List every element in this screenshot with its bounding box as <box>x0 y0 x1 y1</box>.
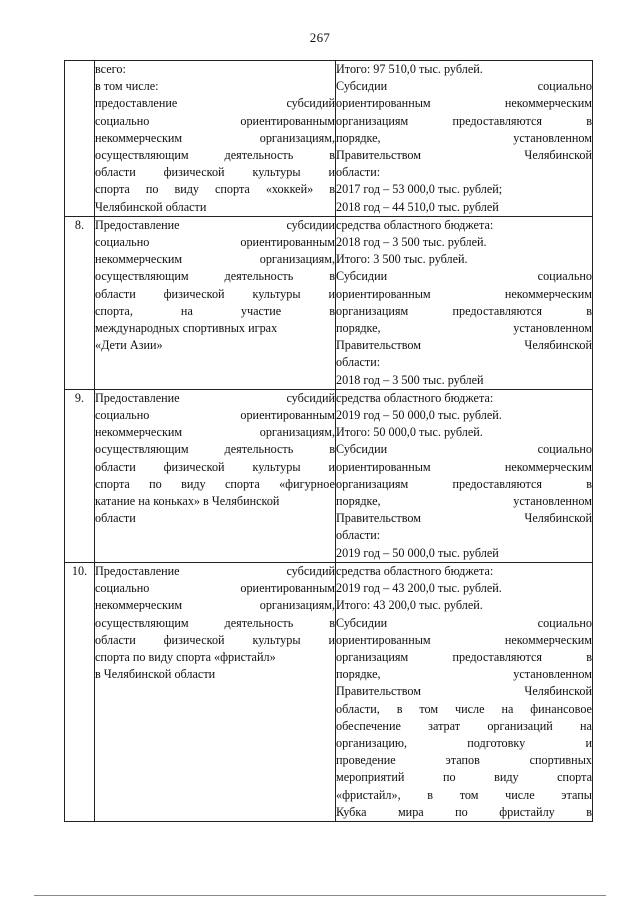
text-line: обеспечение затрат организаций на <box>336 718 592 733</box>
text-line: осуществляющим деятельность в <box>95 148 335 163</box>
table-row <box>65 216 593 389</box>
measure-description <box>95 562 336 821</box>
text-line: области: <box>336 355 381 370</box>
row-number <box>65 61 95 217</box>
text-line: области физической культуры и <box>95 632 335 647</box>
text-line: социально ориентированным <box>95 113 335 128</box>
text-line: порядке, установленном <box>336 321 592 336</box>
text-line: ориентированным некоммерческим <box>336 459 592 474</box>
text-line: в том числе: <box>95 79 159 94</box>
text-line: области физической культуры и <box>95 286 335 301</box>
text-line: 2019 год – 50 000,0 тыс. рублей <box>336 545 499 560</box>
text-line: ориентированным некоммерческим <box>336 286 592 301</box>
measure-description <box>95 389 336 562</box>
text-line: некоммерческим организациям, <box>95 598 335 613</box>
text-line: Субсидии социально <box>336 442 592 457</box>
text-line: области: <box>336 165 381 180</box>
text-line: 2018 год – 44 510,0 тыс. рублей <box>336 199 499 214</box>
text-line: Итого: 3 500 тыс. рублей. <box>336 252 468 267</box>
text-line: осуществляющим деятельность в <box>95 442 335 457</box>
text-line: организациям предоставляются в <box>336 303 592 318</box>
text-line: порядке, установленном <box>336 494 592 509</box>
text-line: Субсидии социально <box>336 79 592 94</box>
text-line: некоммерческим организациям, <box>95 130 335 145</box>
text-line: проведение этапов спортивных <box>336 753 592 768</box>
text-line: Итого: 43 200,0 тыс. рублей. <box>336 598 483 613</box>
text-line: средства областного бюджета: <box>336 217 494 232</box>
text-line: области <box>95 511 136 526</box>
text-line: порядке, установленном <box>336 667 592 682</box>
text-line: Правительством Челябинской <box>336 511 592 526</box>
text-line: области: <box>336 528 381 543</box>
text-line: 2019 год – 50 000,0 тыс. рублей. <box>336 408 502 423</box>
text-line: средства областного бюджета: <box>336 390 494 405</box>
text-line: области физической культуры и <box>95 459 335 474</box>
text-line: Кубка мира по фристайлу в <box>336 804 592 819</box>
text-line: Предоставление субсидий <box>95 563 335 578</box>
text-line: некоммерческим организациям, <box>95 425 335 440</box>
table-row <box>65 562 593 821</box>
text-line: Предоставление субсидий <box>95 390 335 405</box>
text-line: Субсидии социально <box>336 269 592 284</box>
table-row <box>65 61 593 217</box>
text-line: 2018 год – 3 500 тыс. рублей <box>336 372 484 387</box>
funding-text <box>336 61 593 217</box>
text-line: всего: <box>95 62 126 76</box>
text-line: катание на коньках» в Челябинской <box>95 494 280 509</box>
text-line: организациям предоставляются в <box>336 649 592 664</box>
text-line: предоставление субсидий <box>95 96 335 111</box>
measure-description <box>95 216 336 389</box>
text-line: Челябинской области <box>95 199 207 214</box>
page-number: 267 <box>309 30 331 45</box>
text-line: 2018 год – 3 500 тыс. рублей. <box>336 235 487 250</box>
row-number: 8. <box>65 216 95 389</box>
text-line: Итого: 50 000,0 тыс. рублей. <box>336 425 483 440</box>
text-line: спорта, на участие в <box>95 303 335 318</box>
text-line: Итого: 97 510,0 тыс. рублей. <box>336 62 483 76</box>
text-line: социально ориентированным <box>95 581 335 596</box>
text-line: спорта по виду спорта «хоккей» в <box>95 182 335 197</box>
text-line: спорта по виду спорта «фристайл» <box>95 649 276 664</box>
text-line: осуществляющим деятельность в <box>95 269 335 284</box>
text-line: социально ориентированным <box>95 235 335 250</box>
text-line: порядке, установленном <box>336 130 592 145</box>
funding-text <box>336 216 593 389</box>
text-line: Правительством Челябинской <box>336 684 592 699</box>
text-line: в Челябинской области <box>95 667 216 682</box>
row-number: 9. <box>65 389 95 562</box>
page-bottom-rule <box>34 895 606 896</box>
text-line: Субсидии социально <box>336 615 592 630</box>
text-line: некоммерческим организациям, <box>95 252 335 267</box>
text-line: области физической культуры и <box>95 165 335 180</box>
text-line: осуществляющим деятельность в <box>95 615 335 630</box>
funding-text <box>336 389 593 562</box>
text-line: Правительством Челябинской <box>336 338 592 353</box>
text-line: средства областного бюджета: <box>336 563 494 578</box>
text-line: социально ориентированным <box>95 408 335 423</box>
text-line: «Дети Азии» <box>95 338 163 353</box>
funding-text <box>336 562 593 821</box>
text-line: 2017 год – 53 000,0 тыс. рублей; <box>336 182 503 197</box>
text-line: области, в том числе на финансовое <box>336 701 592 716</box>
measure-description <box>95 61 336 217</box>
text-line: организациям предоставляются в <box>336 113 592 128</box>
table-row <box>65 389 593 562</box>
text-line: ориентированным некоммерческим <box>336 96 592 111</box>
text-line: мероприятий по виду спорта <box>336 770 592 785</box>
text-line: 2019 год – 43 200,0 тыс. рублей. <box>336 581 502 596</box>
text-line: Предоставление субсидии <box>95 217 335 232</box>
text-line: ориентированным некоммерческим <box>336 632 592 647</box>
text-line: спорта по виду спорта «фигурное <box>95 476 335 491</box>
text-line: Правительством Челябинской <box>336 148 592 163</box>
text-line: организациям предоставляются в <box>336 476 592 491</box>
program-table <box>64 60 593 822</box>
text-line: организацию, подготовку и <box>336 735 592 750</box>
row-number: 10. <box>65 562 95 821</box>
text-line: международных спортивных играх <box>95 321 278 336</box>
text-line: «фристайл», в том числе этапы <box>336 787 592 802</box>
